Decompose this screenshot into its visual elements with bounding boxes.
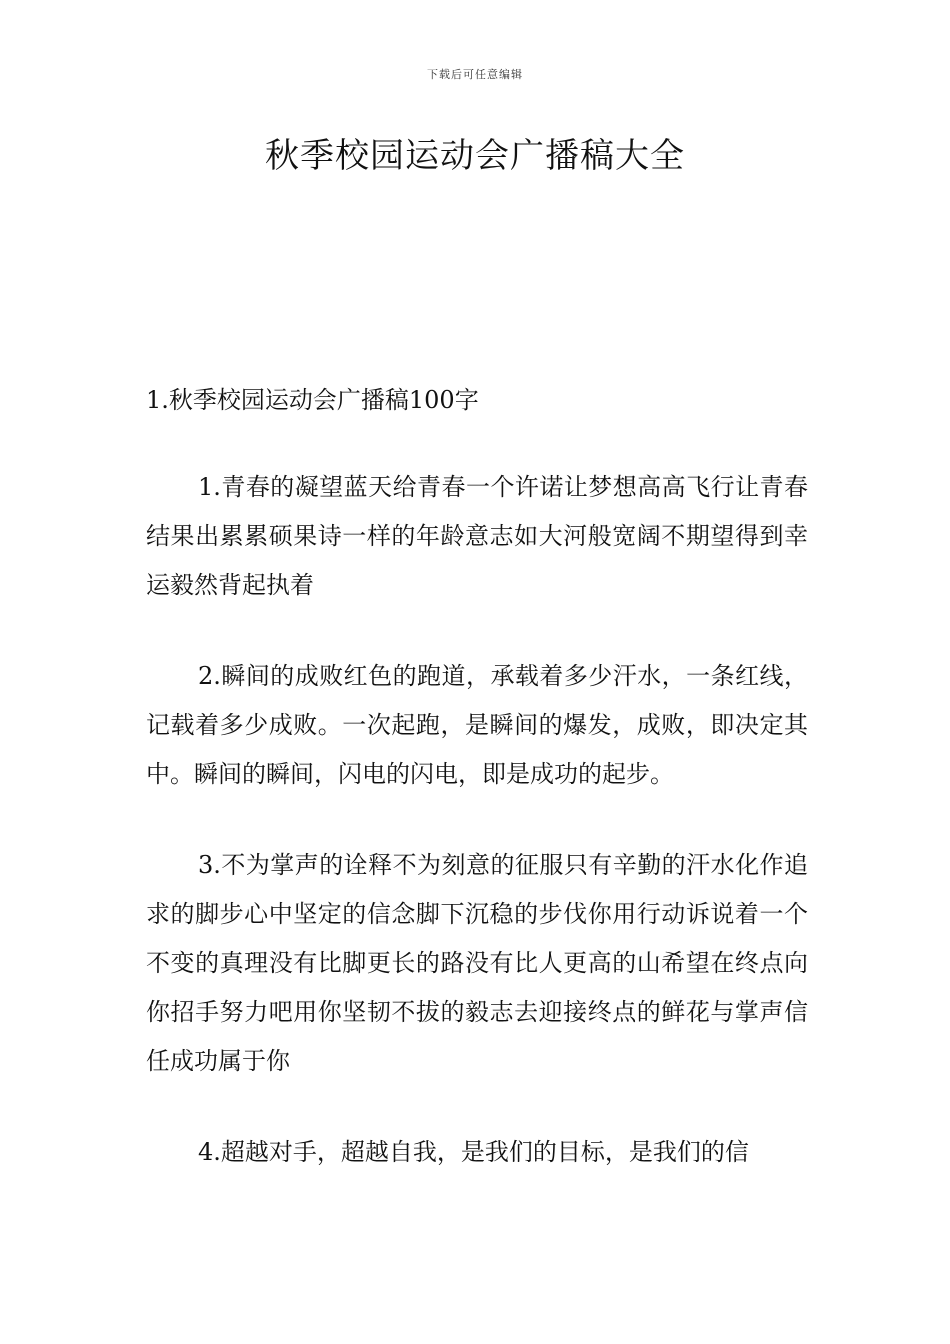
paragraph-2: 2.瞬间的成败红色的跑道，承载着多少汗水，一条红线，记载着多少成败。一次起跑，是瞬间的爆发，成败，即决定其中。瞬间的瞬间，闪电的闪电，即是成功的起步。 xyxy=(146,662,808,788)
document-title: 秋季校园运动会广播稿大全 xyxy=(265,136,685,176)
paragraph-1: 1.青春的凝望蓝天给青春一个许诺让梦想高高飞行让青春结果出累累硕果诗一样的年龄意志如大河般宽阔不期望得到幸运毅然背起执着 xyxy=(146,473,808,599)
header-note: 下载后可任意编辑 xyxy=(427,68,523,81)
paragraph-4: 4.超越对手，超越自我，是我们的目标，是我们的信 xyxy=(198,1138,749,1166)
section-heading: 1.秋季校园运动会广播稿100字 xyxy=(146,386,479,414)
paragraph-3: 3.不为掌声的诠释不为刻意的征服只有辛勤的汗水化作追求的脚步心中坚定的信念脚下沉稳的步伐你用行动诉说着一个不变的真理没有比脚更长的路没有比人更高的山希望在终点向你招手努力吧用你坚韧不拔的毅志去迎接终点的鲜花与掌声信任成功属于你 xyxy=(146,851,808,1075)
document-body xyxy=(146,376,808,1219)
